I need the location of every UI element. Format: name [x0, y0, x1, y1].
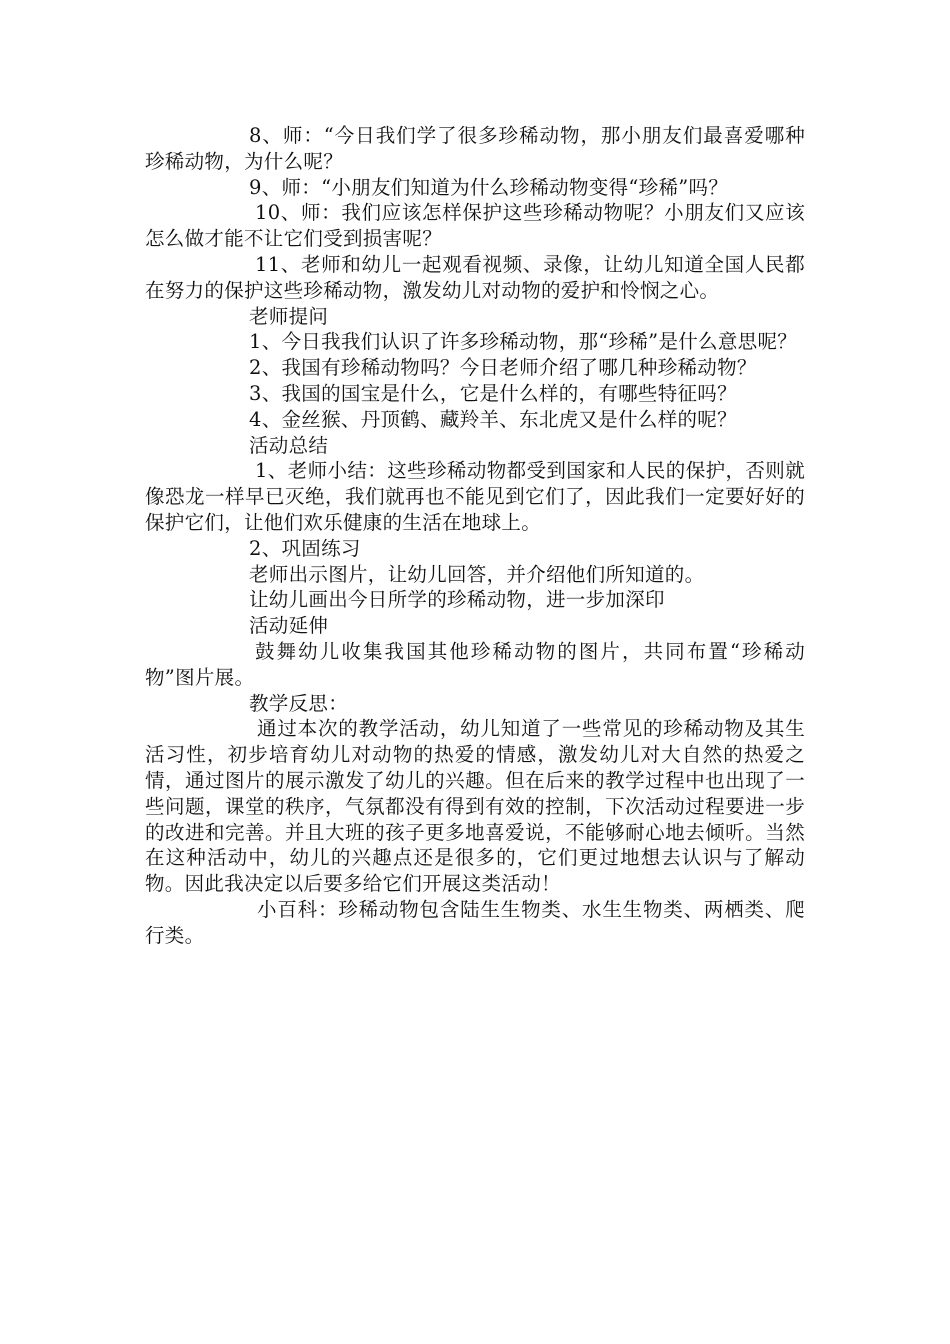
- teacher-question-4: 4、金丝猴、丹顶鹤、藏羚羊、东北虎又是什么样的呢？: [249, 407, 737, 431]
- paragraph-question-8: 8、师：“今日我们学了很多珍稀动物，那小朋友们最喜爱哪种珍稀动物，为什么呢？: [145, 124, 805, 173]
- encyclopedia-paragraph: 小百科：珍稀动物包含陆生生物类、水生生物类、两栖类、爬行类。: [145, 897, 805, 947]
- practice-paragraph-2: 让幼儿画出今日所学的珍稀动物，进一步加深印: [249, 588, 665, 612]
- teacher-question-3: 3、我国的国宝是什么，它是什么样的，有哪些特征吗？: [249, 381, 737, 405]
- practice-paragraph-1: 老师出示图片，让幼儿回答，并介绍他们所知道的。: [249, 562, 705, 586]
- teacher-question-1: 1、今日我我们认识了许多珍稀动物，那“珍稀”是什么意思呢？: [249, 330, 798, 354]
- paragraph-question-10: 10、师：我们应该怎样保护这些珍稀动物呢？小朋友们又应该怎么做才能不让它们受到损害呢？: [145, 201, 805, 251]
- summary-item-1: 1、老师小结：这些珍稀动物都受到国家和人民的保护，否则就像恐龙一样早已灭绝，我们就再也不能见到它们了，因此我们一定要好好的保护它们，让他们欢乐健康的生活在地球上。: [145, 459, 805, 534]
- paragraph-question-9: 9、师：“小朋友们知道为什么珍稀动物变得“珍稀”吗？: [249, 175, 729, 199]
- section-heading-teacher-questions: 老师提问: [249, 304, 329, 328]
- document-body: [145, 123, 805, 949]
- extension-paragraph: 鼓舞幼儿收集我国其他珍稀动物的图片，共同布置“珍稀动物”图片展。: [145, 639, 805, 689]
- section-heading-activity-summary: 活动总结: [249, 433, 329, 457]
- section-heading-activity-extension: 活动延伸: [249, 614, 329, 638]
- teacher-question-2: 2、我国有珍稀动物吗？今日老师介绍了哪几种珍稀动物？: [249, 356, 757, 380]
- reflection-paragraph: 通过本次的教学活动，幼儿知道了一些常见的珍稀动物及其生活习性，初步培育幼儿对动物的热爱的情感，激发幼儿对大自然的热爱之情，通过图片的展示激发了幼儿的兴趣。但在后来的教学过程中也出现了一些问题，课堂的秩序，气氛都没有得到有效的控制，下次活动过程要进一步的改进和完善。并且大班的孩子更多地喜爱说，不能够耐心地去倾听。当然在这种活动中，幼儿的兴趣点还是很多的，它们更过地想去认识与了解动物。因此我决定以后要多给它们开展这类活动！: [145, 717, 805, 896]
- section-heading-teaching-reflection: 教学反思：: [249, 691, 349, 715]
- paragraph-step-11: 11、老师和幼儿一起观看视频、录像，让幼儿知道全国人民都在努力的保护这些珍稀动物，激发幼儿对动物的爱护和怜悯之心。: [145, 252, 805, 302]
- summary-item-2: 2、巩固练习: [249, 536, 361, 560]
